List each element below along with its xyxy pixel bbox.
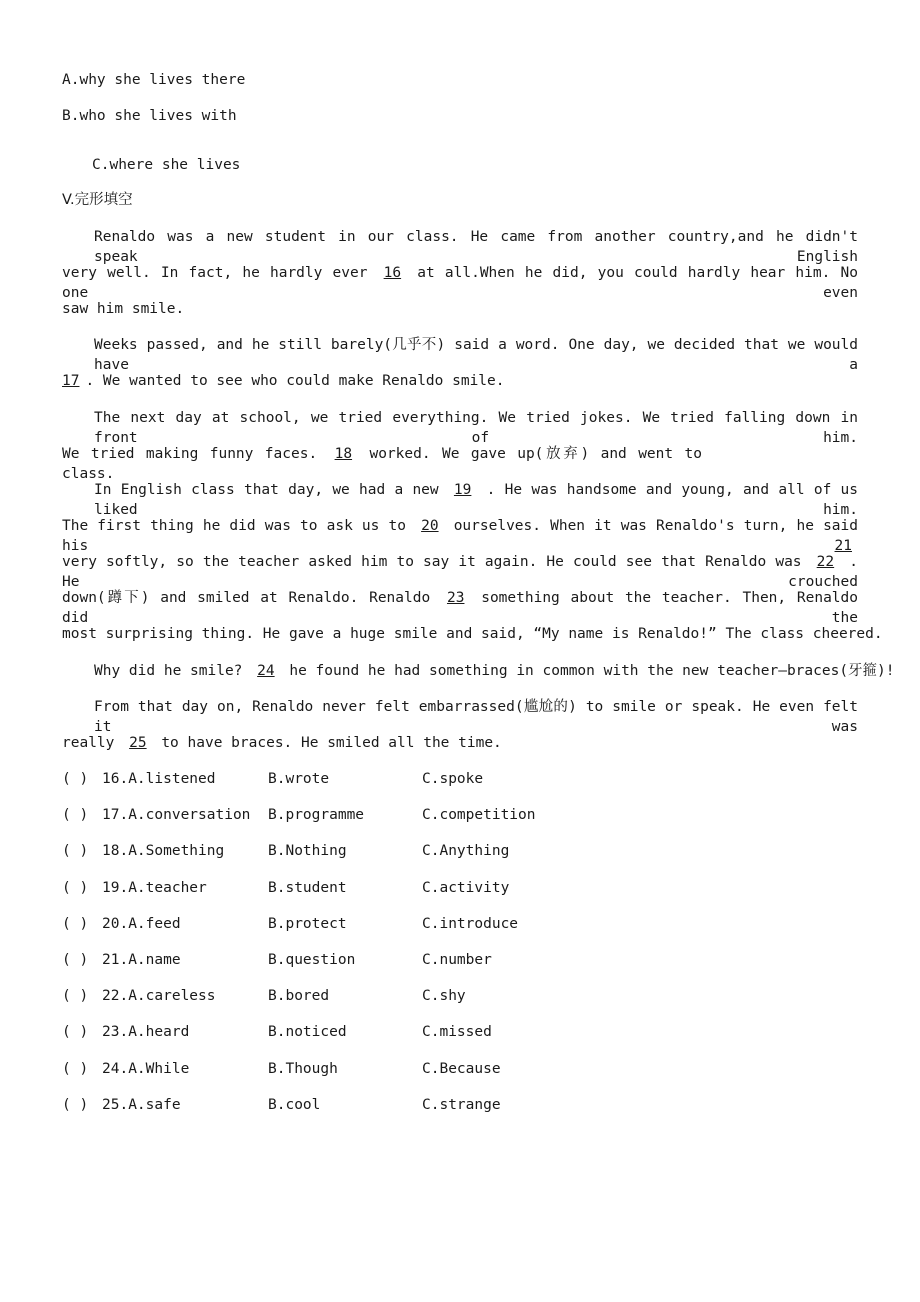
- question-row: [62, 1095, 662, 1115]
- passage-p3-line2: [62, 444, 702, 484]
- prev-option-a: A.why she lives there: [62, 72, 246, 88]
- text: Why did he smile?: [94, 663, 243, 679]
- answer-paren[interactable]: ( ): [62, 843, 89, 860]
- blank-19: 19: [453, 482, 472, 498]
- text: something about the teacher. Then, Renaldo did the: [62, 590, 858, 626]
- option-a: 25.A.safe: [102, 1096, 181, 1113]
- question-row: [62, 1022, 662, 1042]
- question-row: [62, 805, 662, 825]
- passage-p1-line3: saw him smile.: [62, 301, 185, 317]
- text: down(蹲下) and smiled at Renaldo. Renaldo: [62, 590, 431, 606]
- option-c: C.spoke: [422, 771, 484, 787]
- passage-p6-line2: [62, 733, 502, 753]
- passage-p2-line1: Weeks passed, and he still barely(几乎不) said a word. One day, we decided that we would have a: [94, 337, 858, 373]
- blank-21: 21: [834, 538, 852, 554]
- option-b: B.protect: [268, 915, 347, 932]
- passage-p5-line1: [94, 661, 895, 681]
- answer-paren[interactable]: ( ): [62, 1024, 89, 1041]
- option-c: C.introduce: [422, 915, 519, 932]
- blank-20: 20: [421, 518, 439, 534]
- option-b: B.student: [268, 879, 347, 896]
- option-c: C.missed: [422, 1024, 492, 1041]
- answer-paren[interactable]: ( ): [62, 771, 89, 787]
- blank-24: 24: [257, 663, 275, 679]
- blank-17: 17: [62, 373, 80, 389]
- answer-paren[interactable]: ( ): [62, 988, 89, 1005]
- text: very softly, so the teacher asked him to say it again. He could see that Renaldo was: [62, 554, 802, 570]
- blank-18: 18: [334, 446, 353, 462]
- answer-paren[interactable]: ( ): [62, 879, 89, 896]
- option-a: 16.A.listened: [102, 771, 216, 787]
- option-a: 24.A.While: [102, 1060, 190, 1077]
- option-b: B.bored: [268, 988, 330, 1005]
- question-row: [62, 878, 662, 898]
- text: . He was handsome and young, and all of us liked him.: [94, 482, 859, 518]
- option-c: C.number: [422, 952, 492, 968]
- passage-p1-line1: Renaldo was a new student in our class. He came from another country,and he didn't speak English: [94, 229, 858, 265]
- blank-22: 22: [816, 554, 835, 570]
- answer-paren[interactable]: ( ): [62, 1096, 89, 1113]
- passage-p4-line3: [62, 552, 858, 592]
- question-row: [62, 1059, 662, 1079]
- answer-paren[interactable]: ( ): [62, 807, 89, 824]
- option-c: C.Anything: [422, 843, 510, 860]
- blank-16: 16: [383, 265, 402, 281]
- question-row: [62, 914, 662, 934]
- text: he found he had something in common with the new teacher—braces(牙箍)!: [289, 663, 895, 679]
- passage-p4-line1: [94, 480, 858, 520]
- text: very well. In fact, he hardly ever: [62, 265, 368, 281]
- question-row: [62, 841, 662, 861]
- text: The first thing he did was to ask us to: [62, 518, 406, 534]
- option-c: C.competition: [422, 807, 536, 824]
- option-b: B.question: [268, 952, 356, 968]
- text: . We wanted to see who could make Renaldo smile.: [85, 373, 505, 389]
- blank-25: 25: [129, 735, 147, 751]
- option-b: B.noticed: [268, 1024, 347, 1041]
- question-row: [62, 986, 662, 1006]
- passage-p4-line4: [62, 588, 858, 628]
- option-a: 18.A.Something: [102, 843, 225, 860]
- question-row: [62, 950, 662, 970]
- passage-p3-line1: The next day at school, we tried everything. We tried jokes. We tried falling down in front of him.: [94, 410, 858, 446]
- text: . He crouched: [62, 554, 858, 590]
- text: ourselves. When it was Renaldo's turn, he said his: [62, 518, 858, 554]
- answer-paren[interactable]: ( ): [62, 1060, 89, 1077]
- option-b: B.Though: [268, 1060, 338, 1077]
- option-b: B.cool: [268, 1096, 321, 1113]
- passage-p2-line2: [62, 371, 505, 391]
- option-a: 21.A.name: [102, 952, 181, 968]
- blank-23: 23: [446, 590, 465, 606]
- passage-p4-line2: [62, 516, 858, 556]
- prev-option-b: B.who she lives with: [62, 108, 237, 124]
- text: at all.When he did, you could hardly hear him. No one even: [62, 265, 858, 301]
- answer-paren[interactable]: ( ): [62, 915, 89, 932]
- option-a: 20.A.feed: [102, 915, 181, 932]
- answer-paren[interactable]: ( ): [62, 952, 89, 968]
- option-c: C.shy: [422, 988, 466, 1005]
- passage-p1-line2: [62, 263, 858, 303]
- option-b: B.wrote: [268, 771, 330, 787]
- text: worked. We gave up(放弃) and went to class.: [62, 446, 702, 482]
- text: really: [62, 735, 115, 751]
- prev-option-c: C.where she lives: [92, 157, 241, 173]
- text: In English class that day, we had a new: [94, 482, 439, 498]
- option-a: 23.A.heard: [102, 1024, 190, 1041]
- option-a: 19.A.teacher: [102, 879, 207, 896]
- option-a: 22.A.careless: [102, 988, 216, 1005]
- option-c: C.strange: [422, 1096, 501, 1113]
- section-title: V.完形填空: [62, 192, 133, 208]
- passage-p4-line5: most surprising thing. He gave a huge smile and said, “My name is Renaldo!” The class cheered.: [62, 626, 883, 642]
- option-c: C.Because: [422, 1060, 501, 1077]
- text: We tried making funny faces.: [62, 446, 318, 462]
- option-b: B.programme: [268, 807, 365, 824]
- passage-p6-line1: From that day on, Renaldo never felt embarrassed(尴尬的) to smile or speak. He even felt it was: [94, 699, 858, 735]
- option-b: B.Nothing: [268, 843, 347, 860]
- question-row: [62, 769, 662, 789]
- option-a: 17.A.conversation: [102, 807, 251, 824]
- text: to have braces. He smiled all the time.: [161, 735, 502, 751]
- option-c: C.activity: [422, 879, 510, 896]
